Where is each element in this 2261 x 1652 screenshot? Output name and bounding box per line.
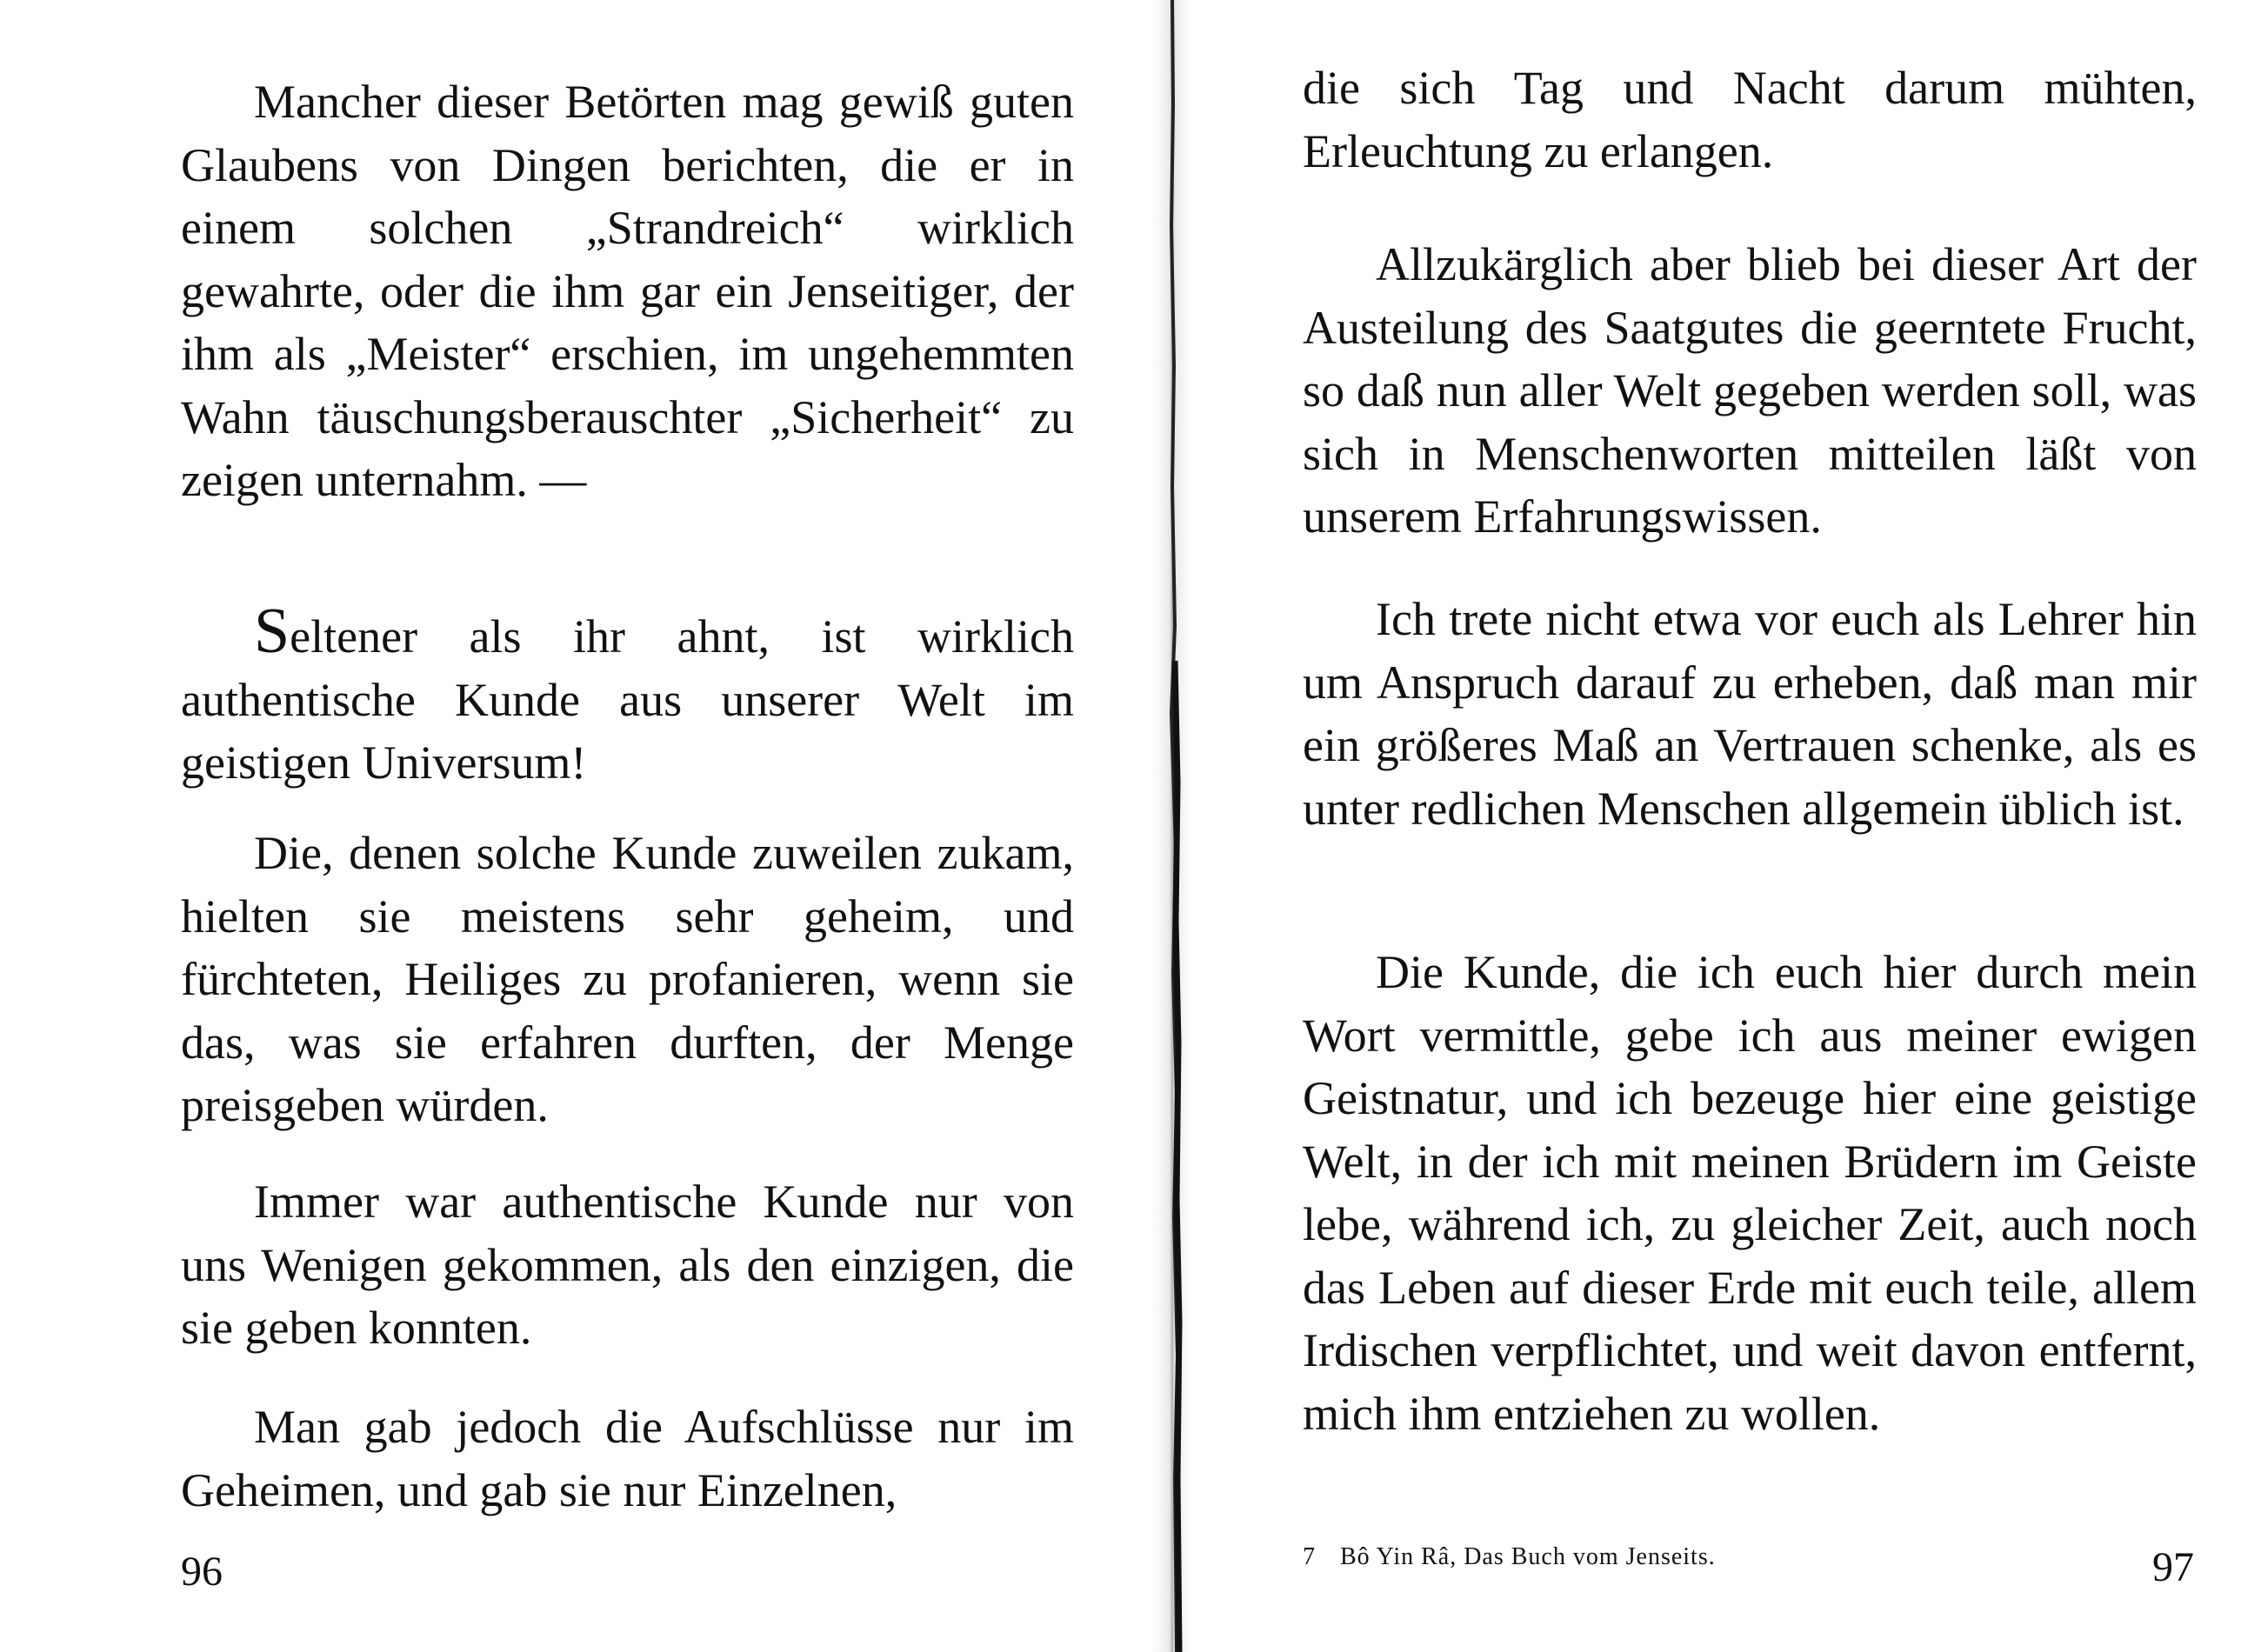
right-paragraph-2-text: Allzukärglich aber blieb bei dieser Art der Austeilung des Saatgutes die geerntete Frucht, so daß nun aller Welt gegeben werden soll, was sich in Menschenworten mitteilen läßt von unserem Erfahrungswissen. bbox=[1303, 238, 2197, 543]
left-paragraph-1 bbox=[181, 70, 1074, 512]
right-page bbox=[1174, 0, 2261, 1652]
right-paragraph-1 bbox=[1303, 57, 2197, 183]
left-paragraph-2-body: eltener als ihr ahnt, ist wirklich authentische Kunde aus unserer Welt im geistigen Universum! bbox=[181, 610, 1074, 789]
left-paragraph-5-text: Man gab jedoch die Aufschlüsse nur im Geheimen, und gab sie nur Einzelnen, bbox=[181, 1401, 1074, 1516]
right-paragraph-3-text: Ich trete nicht etwa vor euch als Lehrer hin um Anspruch darauf zu erheben, daß man mir ein größeres Maß an Vertrauen schenke, als es unter redlichen Menschen allgemein üblich ist. bbox=[1303, 593, 2197, 835]
right-paragraph-1-text: die sich Tag und Nacht darum mühten, Erleuchtung zu erlangen. bbox=[1303, 62, 2197, 177]
right-paragraph-4-text: Die Kunde, die ich euch hier durch mein Wort vermittle, gebe ich aus meiner ewigen Geistnatur, und ich bezeuge hier eine geistige Welt, in der ich mit meinen Brüdern im Geiste lebe, während ich, zu gleicher Zeit, auch noch das Leben auf dieser Erde mit euch teile, allem Irdischen verpflichtet, und weit davon entfernt, mich ihm entziehen zu wollen. bbox=[1303, 946, 2197, 1440]
left-paragraph-4-text: Immer war authentische Kunde nur von uns Wenigen gekommen, als den einzigen, die sie geben konnten. bbox=[181, 1176, 1074, 1354]
right-paragraph-2 bbox=[1303, 233, 2197, 549]
page-number-left: 96 bbox=[181, 1549, 223, 1595]
left-paragraph-3-text: Die, denen solche Kunde zuweilen zukam, hielten sie meistens sehr geheim, und fürchteten, Heiliges zu profanieren, wenn sie das, was sie erfahren durften, der Menge preisgeben würden. bbox=[181, 827, 1074, 1131]
right-paragraph-3 bbox=[1303, 588, 2197, 840]
left-paragraph-4 bbox=[181, 1170, 1074, 1360]
left-paragraph-1-text: Mancher dieser Betörten mag gewiß guten Glaubens von Dingen berichten, die er in einem solchen „Strandreich“ wirklich gewahrte, oder die ihm gar ein Jenseitiger, der ihm als „Meister“ erschien, im ungehemmten Wahn täuschungsberauschter „Sicherheit“ zu zeigen unternahm. — bbox=[181, 76, 1074, 506]
drop-initial: S bbox=[254, 596, 290, 667]
printer-signature-line bbox=[1303, 1543, 1716, 1571]
left-paragraph-2 bbox=[181, 596, 1074, 795]
page-number-right: 97 bbox=[2152, 1544, 2194, 1590]
signature-text: Bô Yin Râ, Das Buch vom Jenseits. bbox=[1340, 1543, 1716, 1570]
signature-number: 7 bbox=[1303, 1543, 1316, 1570]
left-paragraph-2-text bbox=[181, 596, 1074, 795]
right-paragraph-4 bbox=[1303, 941, 2197, 1445]
left-paragraph-3 bbox=[181, 822, 1074, 1137]
left-paragraph-5 bbox=[181, 1396, 1074, 1522]
